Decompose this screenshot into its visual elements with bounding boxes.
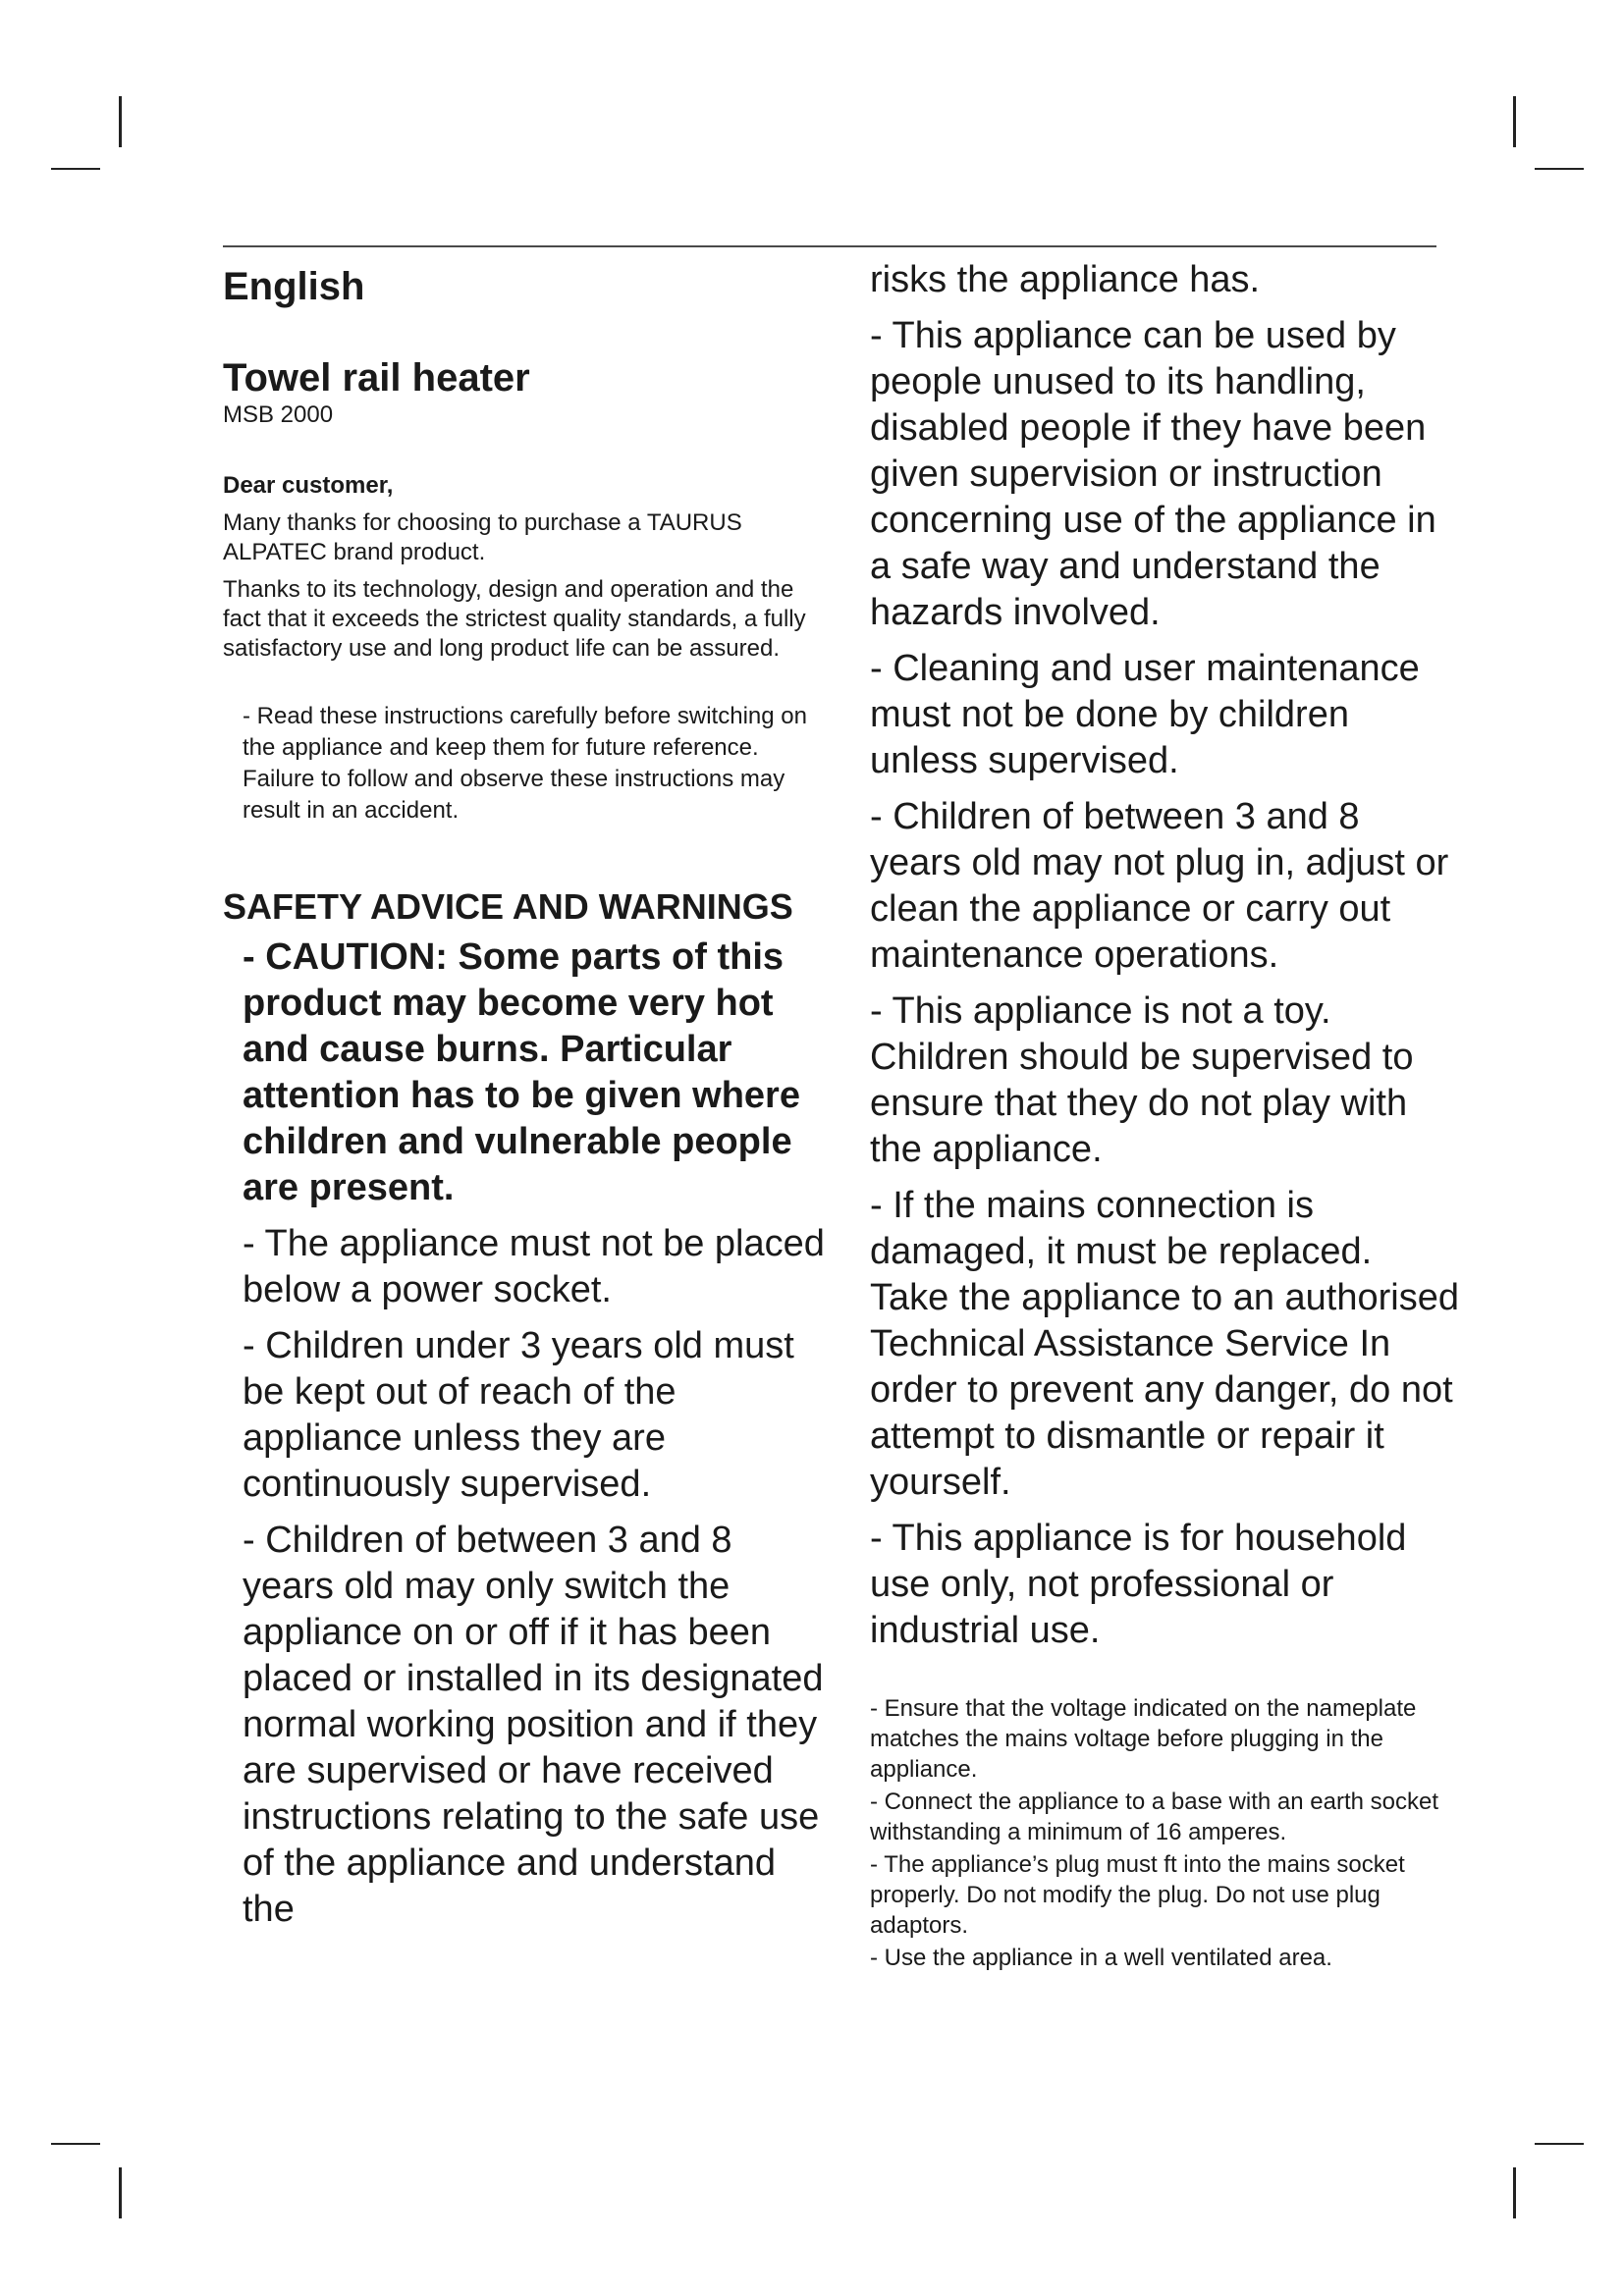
safety-item: - Children of between 3 and 8 years old may only switch the appliance on or off if it has been placed or installed in its designated normal working position and if they are supervised or have received instructions relating to the safe use of the appliance and understand the: [243, 1520, 824, 1930]
safety-item: - This appliance can be used by people unused to its handling, disabled people if they have been given supervision or instruction concerning use of the appliance in a safe way and understand the hazards involved.: [870, 315, 1436, 633]
spacer: [870, 1664, 1459, 1693]
safety-item-continuation: risks the appliance has.: [870, 259, 1261, 300]
crop-mark-top-left-horizontal: [51, 168, 100, 170]
model-number: MSB 2000: [223, 401, 334, 428]
safety-item: - This appliance is not a toy. Children should be supervised to ensure that they do not play with the appliance.: [870, 990, 1414, 1170]
safety-item: - The appliance must not be placed below a power socket.: [243, 1223, 825, 1310]
crop-mark-top-right-horizontal: [1535, 168, 1584, 170]
product-title: Towel rail heater: [223, 356, 530, 400]
safety-heading: SAFETY ADVICE AND WARNINGS: [223, 886, 793, 927]
safety-item: - If the mains connection is damaged, it must be replaced. Take the appliance to an authorised Technical Assistance Service In order to prevent any danger, do not attempt to dismantle or repair it yourself.: [870, 1185, 1459, 1503]
safety-item: - Children under 3 years old must be kept out of reach of the appliance unless they are continuously supervised.: [243, 1325, 794, 1505]
crop-mark-bottom-left-horizontal: [51, 2143, 100, 2145]
caution-warning: - CAUTION: Some parts of this product may become very hot and cause burns. Particular attention has to be given where children and vulnerable people are present.: [243, 936, 800, 1208]
safety-item: - This appliance is for household use only, not professional or industrial use.: [870, 1518, 1407, 1651]
electrical-item: - Connect the appliance to a base with an earth socket withstanding a minimum of 16 amperes.: [870, 1789, 1439, 1845]
crop-mark-bottom-left-vertical: [119, 2167, 122, 2218]
electrical-item: - Ensure that the voltage indicated on the nameplate matches the mains voltage before plugging in the appliance.: [870, 1695, 1417, 1783]
read-instructions-note: - Read these instructions carefully before switching on the appliance and keep them for future reference. Failure to follow and observe these instructions may result in an accident.: [243, 703, 807, 824]
greeting: Dear customer,: [223, 472, 394, 499]
crop-mark-top-left-vertical: [119, 96, 122, 147]
header-rule: [223, 245, 1436, 247]
language-heading: English: [223, 265, 365, 308]
intro-paragraph: Many thanks for choosing to purchase a TAURUS ALPATEC brand product.: [223, 509, 742, 565]
electrical-item: - Use the appliance in a well ventilated area.: [870, 1945, 1332, 1971]
left-column: [223, 263, 832, 1943]
crop-mark-bottom-right-horizontal: [1535, 2143, 1584, 2145]
crop-mark-bottom-right-vertical: [1513, 2167, 1516, 2218]
safety-item: - Children of between 3 and 8 years old may not plug in, adjust or clean the appliance or carry out maintenance operations.: [870, 796, 1449, 976]
right-column: [870, 257, 1459, 1975]
safety-item: - Cleaning and user maintenance must not be done by children unless supervised.: [870, 648, 1420, 781]
intro-paragraph: Thanks to its technology, design and operation and the fact that it exceeds the strictest quality standards, a fully satisfactory use and long product life can be assured.: [223, 576, 806, 662]
electrical-item: - The appliance’s plug must ft into the mains socket properly. Do not modify the plug. Do not use plug adaptors.: [870, 1851, 1405, 1939]
crop-mark-top-right-vertical: [1513, 96, 1516, 147]
